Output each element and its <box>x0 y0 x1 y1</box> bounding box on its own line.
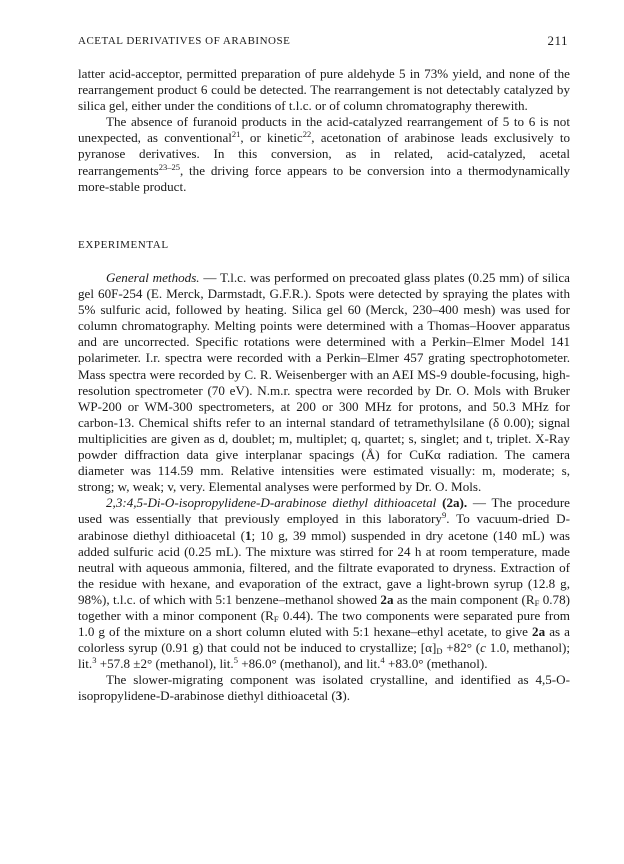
section-heading: EXPERIMENTAL <box>78 239 169 251</box>
text-run: ). <box>342 688 350 704</box>
reference-superscript: 5 <box>233 655 238 666</box>
text-run: The absence of furanoid products in the acid-catalyzed rearrangement of 5 to 6 is not unexpected, as conventional <box>78 114 570 146</box>
text-run: +86.0° (methanol), and lit. <box>237 656 381 672</box>
paragraph-general-methods <box>78 270 570 495</box>
rf-subscript: F <box>273 613 279 624</box>
text-run: as a colorless syrup (0.91 g) that could not be induced to crystallize; [α] <box>78 624 570 656</box>
text-run: +83.0° (methanol). <box>384 656 488 672</box>
text-run: as the main component (R <box>393 591 535 607</box>
text-run: +57.8 ±2° (methanol), lit. <box>96 656 234 672</box>
text-run: — T.l.c. was performed on precoated glass plates (0.25 mm) of silica gel 60F-254 (E. Merck, Darmstadt, G.F.R.). Spots were detected by spraying the plates with 5% sulfuric acid, followed by heating. Silica gel 60 (Merck, 230–400 mesh) was used for column chromatography. Melting points were determined with a Thomas–Hoover apparatus and are uncorrected. Specific rotations were determined with a Perkin–Elmer Model 141 polarimeter. I.r. spectra were recorded with a Perkin–Elmer 457 grating spectrophotometer. Mass spectra were recorded by C. R. Weisenberger with an AEI MS-9 double-focusing, high-resolution spectrometer (70 eV). N.m.r. spectra were recorded by Dr. O. Mols with Bruker WP-200 or WM-300 spectrometers, at 200 or 300 MHz for protons, and 50.3 MHz for carbon-13. Chemical shifts refer to an internal standard of tetramethylsilane (δ 0.00); signal multiplicities are given as d, doublet; m, multiplet; q, quartet; s, singlet; and t, triplet. X-Ray powder diffraction data give interplanar spacings (Å) for CuKα radiation. The camera diameter was 114.59 mm. Relative intensities were estimated visually: m, moderate; s, strong; w, weak; v, very. Elemental analyses were performed by Dr. O. Mols. <box>78 270 570 495</box>
text-run: The slower-migrating component was isolated crystalline, and identified as 4,5-O-isopropylidene-D-arabinose diethyl dithioacetal ( <box>78 672 570 704</box>
compound-number: 1 <box>244 527 252 543</box>
compound-number: 2a <box>532 624 546 640</box>
reference-superscript: 4 <box>380 655 385 666</box>
experimental-text <box>78 270 570 705</box>
compound-number: 2a <box>380 591 394 607</box>
text-run: , or kinetic <box>240 130 303 146</box>
text-run: . To vacuum-dried D-arabinose diethyl dithioacetal ( <box>78 511 570 543</box>
reference-superscript: 23–25 <box>158 161 180 172</box>
concentration-symbol: c <box>480 640 486 656</box>
text-run: 1.0, methanol); lit. <box>78 640 570 672</box>
paragraph-furanoid <box>78 114 570 194</box>
text-run: 0.44). The two components were separated pure from 1.0 g of the mixture on a short column eluted with 5:1 hexane–ethyl acetate, to give <box>78 607 570 640</box>
compound-title: 2,3:4,5-Di-O-isopropylidene-D-arabinose diethyl dithioacetal <box>106 495 437 511</box>
paragraph-continued: latter acid-acceptor, permitted preparation of pure aldehyde 5 in 73% yield, and none of the rearrangement product 6 could be detected. The rearrangement is not detectably catalyzed by silica gel, either under the conditions of t.l.c. or of column chromatography therewith. <box>78 66 570 114</box>
text-run: 0.78) together with a minor component (R <box>78 591 570 623</box>
text-run: , the driving force appears to be conversion into a thermodynamically more-stable product. <box>78 162 570 194</box>
running-head <box>78 33 568 49</box>
intro-text <box>78 66 570 195</box>
compound-label: (2a). <box>442 495 468 511</box>
rf-subscript: F <box>534 597 540 608</box>
paragraph-compound-2a <box>78 495 570 672</box>
methods-title: General methods. <box>106 270 200 285</box>
reference-superscript: 9 <box>441 510 447 521</box>
text-run: , acetonation of arabinose leads exclusively to pyranose derivatives. In this conversion, as in related, acid-catalyzed, acetal rearrangements <box>78 130 571 178</box>
rotation-subscript: D <box>436 646 443 657</box>
text-run: +82° ( <box>442 640 481 656</box>
compound-number: 3 <box>335 688 343 704</box>
paragraph-slower-component <box>78 672 570 704</box>
page-number: 211 <box>547 33 568 48</box>
reference-superscript: 21 <box>231 129 241 140</box>
running-title: ACETAL DERIVATIVES OF ARABINOSE <box>78 35 291 47</box>
reference-superscript: 22 <box>302 129 312 140</box>
text-run: — The procedure used was essentially that previously employed in this laboratory <box>78 495 570 527</box>
text-run: ; 10 g, 39 mmol) suspended in dry acetone (140 mL) was added sulfuric acid (0.25 mL). The mixture was stirred for 24 h at room temperature, made neutral with aqueous ammonia, filtered, and the filtrate evaporated to dryness. Extraction of the residue with hexane, and evaporation of the extract, gave a light-brown syrup (12.8 g, 98%), t.l.c. of which with 5:1 benzene–methanol showed <box>78 527 570 607</box>
reference-superscript: 3 <box>92 655 97 666</box>
